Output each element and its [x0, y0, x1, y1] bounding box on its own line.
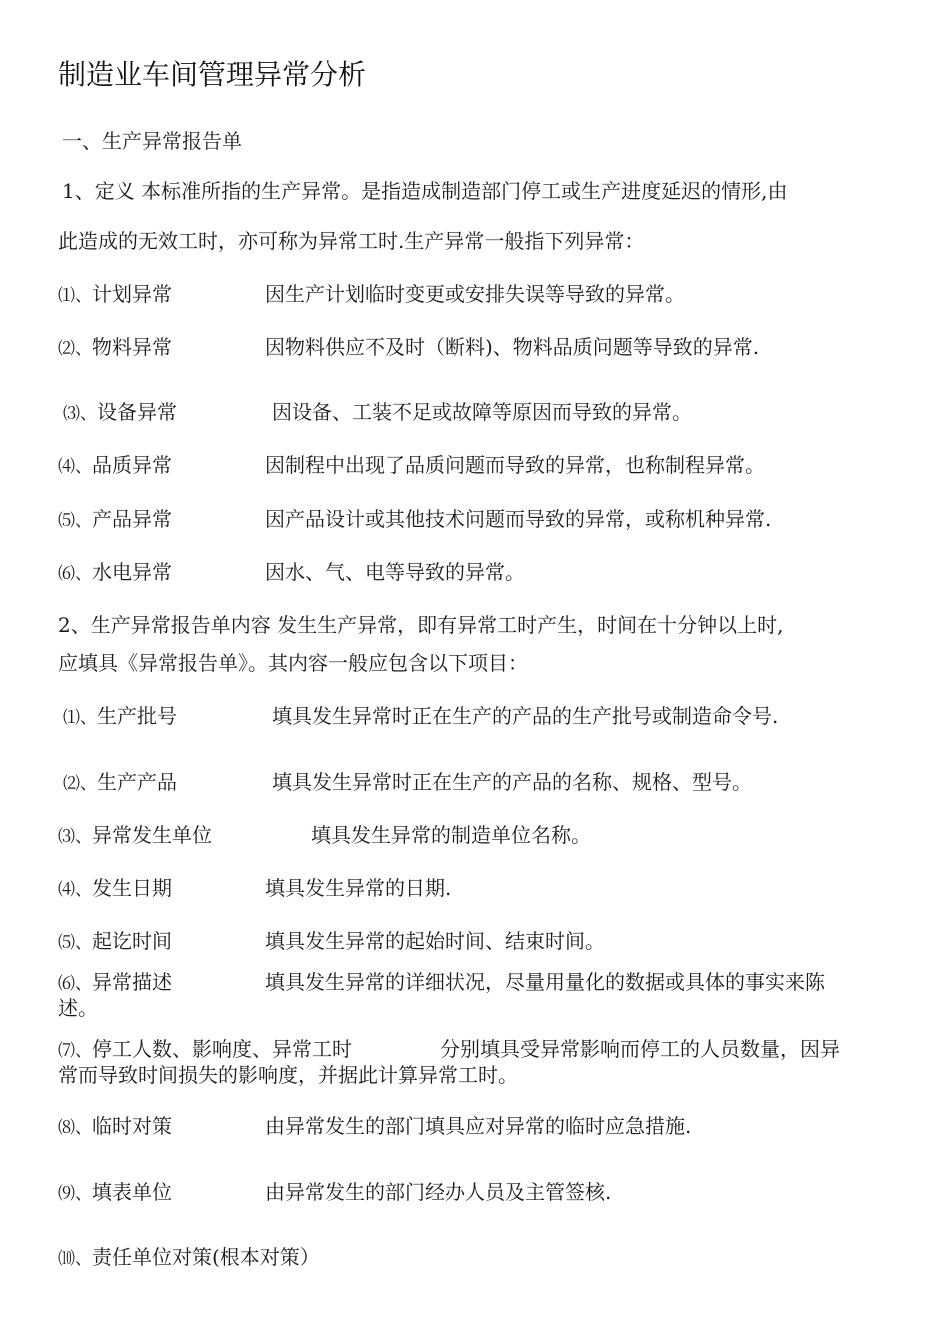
definition-line-2: 此造成的无效工时，亦可称为异常工时.生产异常一般指下列异常：: [58, 229, 645, 253]
type-item-desc: 因制程中出现了品质问题而导致的异常，也称制程异常。: [265, 453, 765, 477]
type-item-desc: 因设备、工装不足或故障等原因而导致的异常。: [272, 400, 692, 424]
type-item-name: 品质异常: [92, 453, 172, 477]
report-item-label: [58, 823, 212, 849]
definition-line-1: 1、定义 本标准所指的生产异常。是指造成制造部门停工或生产进度延迟的情形,由: [62, 179, 788, 203]
report-item-name: 异常发生单位: [92, 823, 212, 847]
type-item-name: 产品异常: [92, 507, 172, 531]
report-item-desc: 由异常发生的部门填具应对异常的临时应急措施.: [265, 1114, 692, 1138]
type-item-desc: 因物料供应不及时（断料)、物料品质问题等导致的异常.: [265, 335, 760, 359]
report-item-number: ⑻、: [58, 1118, 92, 1138]
report-item-number: ⑶、: [58, 827, 92, 847]
type-item-label: [58, 453, 172, 479]
report-item-number: ⑴、: [63, 708, 97, 728]
type-item-number: ⑶、: [63, 404, 97, 424]
report-item-number: ⑷、: [58, 880, 92, 900]
report-item-label: [58, 1037, 352, 1063]
report-item-label: [58, 929, 172, 955]
document-title: 制造业车间管理异常分析: [58, 58, 367, 91]
report-item-label: [58, 1114, 172, 1140]
type-item-label: [58, 560, 172, 586]
report-item-name: 停工人数、影响度、异常工时: [92, 1037, 352, 1061]
type-item-name: 计划异常: [92, 282, 172, 306]
type-item-label: [63, 400, 177, 426]
report-content-line-1: 2、生产异常报告单内容 发生生产异常，即有异常工时产生，时间在十分钟以上时,: [58, 613, 784, 637]
report-item-desc-continued: 述。: [58, 996, 98, 1020]
report-item-name: 异常描述: [92, 970, 172, 994]
type-item-number: ⑴、: [58, 286, 92, 306]
report-item-name: 起讫时间: [92, 929, 172, 953]
report-item-number: ⑹、: [58, 974, 92, 994]
section-heading-1: 一、生产异常报告单: [62, 129, 242, 153]
report-item-label: [63, 704, 177, 730]
type-item-name: 水电异常: [92, 560, 172, 584]
report-item-number: ⑽、: [58, 1249, 92, 1269]
type-item-name: 设备异常: [97, 400, 177, 424]
report-item-desc: 填具发生异常的日期.: [265, 876, 452, 900]
report-item-label: [58, 1180, 172, 1206]
type-item-desc: 因水、气、电等导致的异常。: [265, 560, 525, 584]
type-item-desc: 因生产计划临时变更或安排失误等导致的异常。: [265, 282, 685, 306]
report-content-line-2: 应填具《异常报告单》。其内容一般应包含以下项目：: [58, 651, 528, 675]
report-item-desc-continued: 常而导致时间损失的影响度，并据此计算异常工时。: [58, 1063, 518, 1087]
type-item-number: ⑷、: [58, 457, 92, 477]
report-item-desc: 填具发生异常的制造单位名称。: [311, 823, 591, 847]
report-item-desc: 由异常发生的部门经办人员及主管签核.: [265, 1180, 612, 1204]
type-item-label: [58, 507, 172, 533]
report-item-desc: 填具发生异常的详细状况，尽量用量化的数据或具体的事实来陈: [265, 970, 825, 994]
report-item-name: 发生日期: [92, 876, 172, 900]
report-item-number: ⑸、: [58, 933, 92, 953]
report-item-desc: 填具发生异常时正在生产的产品的名称、规格、型号。: [272, 770, 752, 794]
type-item-label: [58, 335, 172, 361]
report-item-name: 临时对策: [92, 1114, 172, 1138]
report-item-name: 填表单位: [92, 1180, 172, 1204]
type-item-desc: 因产品设计或其他技术问题而导致的异常，或称机种异常.: [265, 507, 772, 531]
report-item-number: ⑵、: [63, 774, 97, 794]
report-item-number: ⑼、: [58, 1184, 92, 1204]
report-item-desc: 填具发生异常时正在生产的产品的生产批号或制造命令号.: [272, 704, 779, 728]
report-item-number: ⑺、: [58, 1041, 92, 1061]
report-item-desc: 分别填具受异常影响而停工的人员数量，因异: [440, 1037, 840, 1061]
report-item-label: [63, 770, 177, 796]
report-item-desc: 填具发生异常的起始时间、结束时间。: [265, 929, 605, 953]
type-item-label: [58, 282, 172, 308]
report-item-label: [58, 876, 172, 902]
type-item-number: ⑵、: [58, 339, 92, 359]
report-item-name: 责任单位对策(根本对策）: [92, 1245, 320, 1269]
report-item-name: 生产批号: [97, 704, 177, 728]
type-item-name: 物料异常: [92, 335, 172, 359]
type-item-number: ⑸、: [58, 511, 92, 531]
report-item-label: [58, 970, 172, 996]
type-item-number: ⑹、: [58, 564, 92, 584]
report-item-name: 生产产品: [97, 770, 177, 794]
report-item-label: [58, 1245, 320, 1271]
